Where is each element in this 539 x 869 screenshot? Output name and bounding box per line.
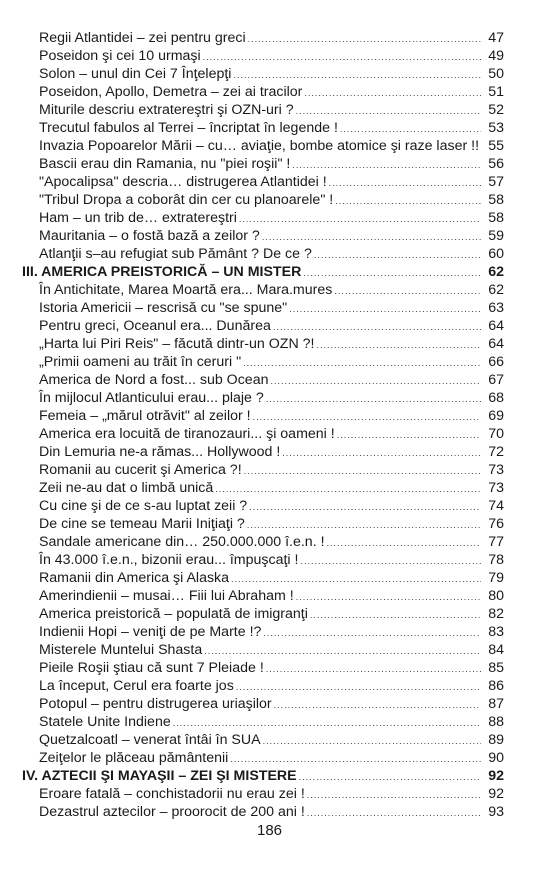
toc-page-number: 60 <box>488 246 504 262</box>
toc-page-number: 77 <box>488 534 504 550</box>
toc-entry-title: Quetzalcoatl – venerat întâi în SUA <box>39 732 261 748</box>
dot-leader <box>307 809 481 817</box>
dot-leader <box>244 467 481 475</box>
dot-leader <box>236 683 481 691</box>
toc-entry-title: Statele Unite Indiene <box>39 714 171 730</box>
toc-page-number: 73 <box>488 462 504 478</box>
toc-entry <box>22 550 504 568</box>
toc-entry <box>22 460 504 478</box>
toc-entry-title: America de Nord a fost... sub Ocean <box>39 372 269 388</box>
toc-entry <box>22 784 504 802</box>
dot-leader <box>263 629 481 637</box>
toc-page-number: 73 <box>488 480 504 496</box>
toc-entry-title: Romanii au cucerit şi America ?! <box>39 462 242 478</box>
toc-entry-title: Poseidon şi cei 10 urmaşi <box>39 48 201 64</box>
toc-entry <box>22 244 504 262</box>
toc-entry-title: De cine se temeau Marii Iniţiaţi ? <box>39 516 245 532</box>
toc-page-number: 56 <box>488 156 504 172</box>
toc-page-number: 51 <box>488 84 504 100</box>
toc-page-number: 63 <box>488 300 504 316</box>
dot-leader <box>247 521 481 529</box>
dot-leader <box>335 197 481 205</box>
toc-page-number: 58 <box>488 210 504 226</box>
toc-page-number: 90 <box>488 750 504 766</box>
toc-page-number: 62 <box>488 282 504 298</box>
toc-entry-title: Zeiţelor le plăceau pământenii <box>39 750 229 766</box>
toc-page-number: 53 <box>488 120 504 136</box>
toc-entry <box>22 622 504 640</box>
toc-entry <box>22 136 504 154</box>
toc-entry-title: IV. AZTECII ŞI MAYAŞII – ZEI ŞI MISTERE <box>22 768 297 784</box>
toc-entry <box>22 676 504 694</box>
toc-page-number: 76 <box>488 516 504 532</box>
dot-leader <box>314 251 481 259</box>
dot-leader <box>249 503 481 511</box>
toc-page-number: 82 <box>488 606 504 622</box>
toc-page-number: 62 <box>488 264 504 280</box>
toc-entry <box>22 514 504 532</box>
toc-entry-title: Invazia Popoarelor Mării – cu… aviaţie, bombe atomice şi raze laser !! <box>39 138 480 154</box>
toc-page-number: 78 <box>488 552 504 568</box>
toc-entry <box>22 568 504 586</box>
toc-page-number: 84 <box>488 642 504 658</box>
dot-leader <box>173 719 481 727</box>
toc-entry <box>22 172 504 190</box>
toc-page-number: 50 <box>488 66 504 82</box>
toc-entry-title: Cu cine şi de ce s-au luptat zeii ? <box>39 498 248 514</box>
toc-entry-title: În 43.000 î.e.n., bizonii erau... împuşcaţi ! <box>39 552 299 568</box>
toc-entry-title: Dezastrul aztecilor – proorocit de 200 ani ! <box>39 804 305 820</box>
toc-entry-title: Mauritania – o fostă bază a zeilor ? <box>39 228 260 244</box>
dot-leader <box>270 377 481 385</box>
toc-entry <box>22 100 504 118</box>
toc-page-number: 85 <box>488 660 504 676</box>
dot-leader <box>203 53 481 61</box>
toc-page-number: 93 <box>488 804 504 820</box>
page-number: 186 <box>256 822 283 839</box>
toc-entry <box>22 118 504 136</box>
toc-page-number: 59 <box>488 228 504 244</box>
toc-entry-title: Potopul – pentru distrugerea uriaşilor <box>39 696 272 712</box>
toc-entry-title: Trecutul fabulos al Terrei – încriptat în legende ! <box>39 120 338 136</box>
toc-page-number: 80 <box>488 588 504 604</box>
toc-entry-title: În mijlocul Atlanticului erau... plaje ? <box>39 390 264 406</box>
toc-entry-title: Regii Atlantidei – zei pentru greci <box>39 30 246 46</box>
toc-page-number: 92 <box>488 768 504 784</box>
toc-section-heading <box>22 766 504 784</box>
dot-leader <box>282 449 481 457</box>
toc-entry <box>22 334 504 352</box>
dot-leader <box>262 233 481 241</box>
toc-entry-title: Miturile descriu extratereştri şi OZN-uri ? <box>39 102 294 118</box>
toc-entry <box>22 424 504 442</box>
toc-page-number: 47 <box>488 30 504 46</box>
toc-entry <box>22 316 504 334</box>
toc-entry <box>22 478 504 496</box>
toc-entry-title: Amerindienii – musai… Fiii lui Abraham ! <box>39 588 294 604</box>
toc-entry-title: III. AMERICA PREISTORICĂ – UN MISTER <box>22 264 302 280</box>
dot-leader <box>327 539 481 547</box>
dot-leader <box>243 359 481 367</box>
toc-entry <box>22 370 504 388</box>
dot-leader <box>334 287 481 295</box>
toc-entry <box>22 640 504 658</box>
dot-leader <box>253 413 481 421</box>
toc-section-heading <box>22 262 504 280</box>
dot-leader <box>337 431 481 439</box>
toc-entry <box>22 46 504 64</box>
toc-page-number: 64 <box>488 318 504 334</box>
toc-entry <box>22 712 504 730</box>
toc-entry-title: Ham – un trib de… extratereştri <box>39 210 237 226</box>
toc-entry-title: Eroare fatală – conchistadorii nu erau zei ! <box>39 786 305 802</box>
toc-page-number: 49 <box>488 48 504 64</box>
toc-entry <box>22 406 504 424</box>
toc-entry <box>22 496 504 514</box>
toc-page-number: 67 <box>488 372 504 388</box>
toc-entry <box>22 532 504 550</box>
dot-leader <box>310 611 481 619</box>
toc-entry <box>22 208 504 226</box>
toc-page-number: 64 <box>488 336 504 352</box>
toc-page-number: 92 <box>488 786 504 802</box>
dot-leader <box>289 305 481 313</box>
toc-entry <box>22 64 504 82</box>
toc-entry <box>22 586 504 604</box>
dot-leader <box>215 485 481 493</box>
dot-leader <box>274 701 481 709</box>
toc-entry-title: Femeia – „mărul otrăvit" al zeilor ! <box>39 408 251 424</box>
toc-page-number: 86 <box>488 678 504 694</box>
toc-entry <box>22 730 504 748</box>
toc-entry <box>22 190 504 208</box>
toc-entry-title: Din Lemuria ne-a rămas... Hollywood ! <box>39 444 281 460</box>
toc-entry <box>22 604 504 622</box>
toc-entry <box>22 352 504 370</box>
dot-leader <box>307 791 481 799</box>
dot-leader <box>296 107 481 115</box>
toc-page-number: 68 <box>488 390 504 406</box>
toc-entry <box>22 388 504 406</box>
dot-leader <box>248 35 481 43</box>
dot-leader <box>266 665 481 673</box>
toc-entry-title: Sandale americane din… 250.000.000 î.e.n. ! <box>39 534 325 550</box>
toc-entry-title: America preistorică – populată de imigranţi <box>39 606 308 622</box>
toc-entry-title: Pentru greci, Oceanul era... Dunărea <box>39 318 271 334</box>
toc-page-number: 88 <box>488 714 504 730</box>
toc-entry <box>22 298 504 316</box>
toc-entry-title: Atlanţii s–au refugiat sub Pământ ? De ce ? <box>39 246 312 262</box>
toc-entry <box>22 280 504 298</box>
dot-leader <box>292 161 481 169</box>
toc-entry <box>22 28 504 46</box>
toc-entry-title: Solon – unul din Cei 7 Înţelepţi <box>39 66 232 82</box>
toc-entry-title: Misterele Muntelui Shasta <box>39 642 203 658</box>
dot-leader <box>233 71 481 79</box>
table-of-contents <box>22 28 504 820</box>
dot-leader <box>230 755 481 763</box>
toc-page-number: 57 <box>488 174 504 190</box>
dot-leader <box>263 737 481 745</box>
dot-leader <box>273 323 481 331</box>
toc-entry <box>22 802 504 820</box>
dot-leader <box>340 125 481 133</box>
toc-entry-title: Indienii Hopi – veniţi de pe Marte !? <box>39 624 262 640</box>
toc-page-number: 74 <box>488 498 504 514</box>
dot-leader <box>299 773 481 781</box>
toc-entry <box>22 658 504 676</box>
toc-entry <box>22 748 504 766</box>
toc-entry-title: Ramanii din America şi Alaska <box>39 570 230 586</box>
dot-leader <box>296 593 481 601</box>
toc-page-number: 89 <box>488 732 504 748</box>
toc-page-number: 52 <box>488 102 504 118</box>
toc-entry <box>22 154 504 172</box>
toc-entry-title: Istoria Americii – rescrisă cu "se spune" <box>39 300 288 316</box>
toc-entry-title: "Tribul Dropa a coborât din cer cu planoarele" ! <box>39 192 334 208</box>
toc-entry-title: „Primii oameni au trăit în ceruri " <box>39 354 242 370</box>
dot-leader <box>231 575 481 583</box>
toc-entry-title: Zeii ne-au dat o limbă unică <box>39 480 214 496</box>
toc-entry <box>22 442 504 460</box>
toc-entry-title: Pieile Roşii ştiau că sunt 7 Pleiade ! <box>39 660 264 676</box>
dot-leader <box>329 179 481 187</box>
toc-page-number: 69 <box>488 408 504 424</box>
toc-entry <box>22 82 504 100</box>
toc-entry <box>22 694 504 712</box>
toc-entry-title: „Harta lui Piri Reis" – făcută dintr-un OZN ?! <box>39 336 315 352</box>
dot-leader <box>300 557 481 565</box>
toc-page-number: 55 <box>488 138 505 154</box>
toc-page-number: 79 <box>488 570 504 586</box>
dot-leader <box>239 215 481 223</box>
dot-leader <box>204 647 481 655</box>
toc-entry-title: America era locuită de tiranozauri... şi oameni ! <box>39 426 335 442</box>
toc-page-number: 72 <box>488 444 504 460</box>
dot-leader <box>304 89 481 97</box>
toc-entry-title: Bascii erau din Ramania, nu "piei roşii" ! <box>39 156 291 172</box>
toc-page-number: 83 <box>488 624 504 640</box>
toc-entry-title: "Apocalipsa" descria… distrugerea Atlantidei ! <box>39 174 327 190</box>
toc-page-number: 58 <box>488 192 504 208</box>
toc-page-number: 66 <box>488 354 504 370</box>
toc-entry-title: Poseidon, Apollo, Demetra – zei ai tracilor <box>39 84 303 100</box>
dot-leader <box>303 269 481 277</box>
toc-entry-title: În Antichitate, Marea Moartă era... Mara.mures <box>39 282 333 298</box>
toc-entry-title: La început, Cerul era foarte jos <box>39 678 234 694</box>
toc-entry <box>22 226 504 244</box>
toc-page-number: 70 <box>488 426 504 442</box>
dot-leader <box>266 395 481 403</box>
toc-page-number: 87 <box>488 696 504 712</box>
dot-leader <box>316 341 481 349</box>
